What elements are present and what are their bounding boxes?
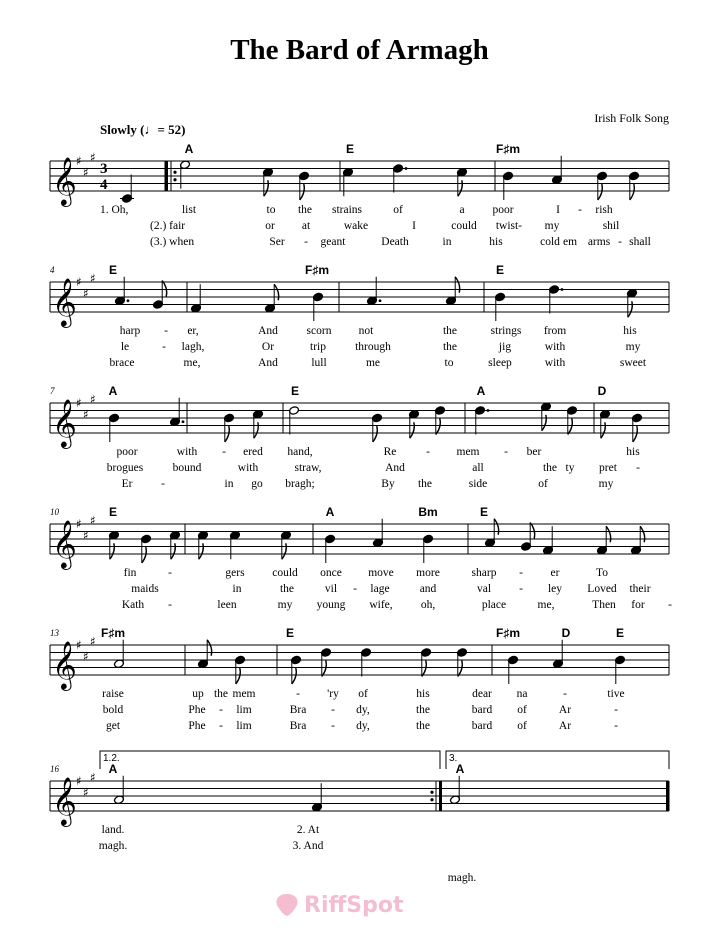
final-bar-line (666, 781, 669, 811)
first-ending-bracket (100, 751, 440, 769)
treble-clef-icon: 𝄞 (52, 277, 77, 326)
lyric-syllable: em (562, 236, 578, 248)
key-sharp-icon: ♯ (83, 165, 89, 180)
lyric-syllable: with (544, 357, 566, 369)
lyric-syllable: his (626, 446, 640, 458)
key-sharp-icon: ♯ (76, 517, 82, 531)
lyric-syllable: cold (540, 236, 560, 248)
repeat-dot (430, 791, 433, 794)
logo-text: RiffSpot (304, 892, 404, 918)
lyric-syllable: vil (324, 583, 338, 595)
lyric-syllable: side (468, 478, 488, 490)
lyric-syllable: ber (526, 446, 542, 458)
lyric-syllable: 'ry (327, 688, 339, 700)
chord-symbol: E (495, 263, 505, 277)
lyric-syllable: my (625, 341, 641, 353)
lyric-syllable: the (297, 204, 313, 216)
lyric-syllable: wife, (369, 599, 393, 611)
lyric-syllable: sleep (488, 357, 512, 369)
lyric-syllable: poor (116, 446, 138, 458)
lyric-syllable: once (320, 567, 342, 579)
lyric-syllable: dy, (356, 720, 370, 732)
key-sharp-icon: ♯ (90, 770, 96, 785)
lyric-syllable: Phe (188, 720, 206, 732)
lyric-syllable: er (550, 567, 560, 579)
chord-symbol: E (615, 626, 625, 640)
treble-clef-icon: 𝄞 (52, 640, 77, 689)
lyric-syllable: Bra (289, 720, 307, 732)
lyric-syllable: for (631, 599, 645, 611)
lyric-syllable: - (518, 220, 522, 232)
measure-number: 13 (50, 628, 59, 638)
lyric-syllable: I (412, 220, 416, 232)
key-sharp-icon: ♯ (83, 528, 89, 543)
lyric-syllable: sharp (471, 567, 497, 579)
lyric-syllable: harp (119, 325, 141, 337)
lyric-syllable: get (105, 720, 121, 732)
lyric-syllable: - (331, 720, 335, 732)
lyric-syllable: Er (121, 478, 133, 490)
lyric-syllable: of (358, 688, 368, 700)
lyric-syllable: scorn (306, 325, 332, 337)
lyric-syllable: jig (498, 341, 512, 353)
lyric-syllable: list (181, 204, 197, 216)
lyric-syllable: ered (243, 446, 263, 458)
lyric-syllable: - (426, 446, 430, 458)
lyric-syllable: - (636, 462, 640, 474)
lyric-syllable: ley (547, 583, 563, 595)
lyric-syllable: 3. And (292, 840, 324, 852)
key-sharp-icon: ♯ (90, 150, 96, 165)
key-sharp-icon: ♯ (76, 774, 82, 788)
lyric-syllable: - (164, 325, 168, 337)
lyric-syllable: - (161, 478, 165, 490)
lyric-syllable: could (272, 567, 298, 579)
lyric-syllable: - (578, 204, 582, 216)
key-sharp-icon: ♯ (76, 396, 82, 410)
tempo-bpm: = 52 (157, 122, 182, 137)
lyric-syllable: - (168, 567, 172, 579)
lyric-syllable: - (296, 688, 300, 700)
treble-clef-icon: 𝄞 (52, 398, 77, 447)
lyric-syllable: - (668, 599, 672, 611)
lyric-syllable: lull (311, 357, 327, 369)
lyric-syllable: to (266, 204, 276, 216)
lyric-syllable: magh. (98, 840, 128, 852)
lyric-syllable: bold (102, 704, 124, 716)
lyric-syllable: le (120, 341, 130, 353)
chord-symbol: D (561, 626, 571, 640)
lyric-syllable: with (237, 462, 259, 474)
lyric-syllable: rish (595, 204, 613, 216)
lyric-syllable: 2. At (296, 824, 320, 836)
lyric-syllable: Re (383, 446, 397, 458)
lyric-syllable: Then (592, 599, 616, 611)
lyric-syllable: me (365, 357, 381, 369)
key-sharp-icon: ♯ (76, 275, 82, 289)
lyric-syllable: hand, (287, 446, 313, 458)
lyric-syllable: with (544, 341, 566, 353)
lyric-syllable: all (472, 462, 484, 474)
lyric-syllable: And (258, 357, 278, 369)
lyric-syllable: the (542, 462, 558, 474)
lyric-syllable: And (385, 462, 405, 474)
lyric-syllable: his (623, 325, 637, 337)
lyric-syllable: young (316, 599, 346, 611)
treble-clef-icon: 𝄞 (52, 776, 77, 825)
riffspot-logo (274, 892, 404, 918)
measure-number: 10 (50, 507, 59, 517)
repeat-end-bar (439, 781, 442, 811)
chord-symbol: F♯m (496, 626, 520, 640)
lyric-syllable: Or (261, 341, 275, 353)
lyric-syllable: of (517, 704, 527, 716)
lyric-syllable: magh. (447, 872, 477, 884)
lyric-syllable: - (222, 446, 226, 458)
key-sharp-icon: ♯ (90, 513, 96, 528)
lyric-syllable: Phe (188, 704, 206, 716)
lyric-syllable: at (301, 220, 311, 232)
lyric-syllable: geant (320, 236, 346, 248)
chord-symbol: E (108, 263, 118, 277)
lyric-syllable: bound (172, 462, 202, 474)
lyric-syllable: lagh, (181, 341, 205, 353)
lyric-syllable: the (442, 341, 458, 353)
lyric-syllable: brogues (106, 462, 144, 474)
chord-symbol: A (325, 505, 335, 519)
lyric-syllable: Loved (587, 583, 617, 595)
chord-symbol: E (108, 505, 118, 519)
lyric-syllable: the (417, 478, 433, 490)
key-sharp-icon: ♯ (83, 407, 89, 422)
measure-number: 16 (50, 764, 59, 774)
chord-symbol: E (290, 384, 300, 398)
lyric-syllable: mem (232, 688, 256, 700)
lyric-syllable: Kath (121, 599, 145, 611)
lyric-syllable: my (598, 478, 614, 490)
lyric-syllable: mem (456, 446, 480, 458)
lyric-syllable: his (416, 688, 430, 700)
chord-symbol: A (476, 384, 486, 398)
lyric-syllable: in (232, 583, 242, 595)
lyric-syllable: - (618, 236, 622, 248)
lyric-syllable: oh, (420, 599, 436, 611)
chord-symbol: E (345, 142, 355, 156)
verse-label: 1. Oh, (100, 204, 129, 216)
lyric-syllable: or (265, 220, 275, 232)
lyric-syllable: maids (131, 583, 159, 595)
lyric-syllable: fin (123, 567, 137, 579)
tempo-text: Slowly (100, 122, 137, 137)
chord-symbol: A (108, 384, 118, 398)
lyric-syllable: in (442, 236, 452, 248)
key-sharp-icon: ♯ (90, 634, 96, 649)
lyric-syllable: land. (101, 824, 125, 836)
lyric-syllable: sweet (619, 357, 647, 369)
lyric-syllable: tive (607, 688, 625, 700)
chord-symbol: E (479, 505, 489, 519)
lyric-syllable: of (517, 720, 527, 732)
lyric-syllable: val (476, 583, 492, 595)
lyric-syllable: na (516, 688, 528, 700)
key-sharp-icon: ♯ (83, 286, 89, 301)
song-title: The Bard of Armagh (230, 34, 489, 66)
lyric-syllable: dy, (356, 704, 370, 716)
lyric-syllable: bard (471, 720, 493, 732)
lyric-syllable: their (629, 583, 651, 595)
lyric-syllable: Bra (289, 704, 307, 716)
lyric-syllable: - (219, 720, 223, 732)
tempo-marking: Slowly (♩= 52) (100, 122, 186, 137)
lyric-syllable: By (381, 478, 395, 490)
first-ending-label: 1.2. (103, 753, 120, 764)
time-signature-bottom: 4 (100, 177, 108, 193)
chord-symbol: A (108, 762, 118, 776)
lyric-syllable: - (563, 688, 567, 700)
chord-symbol: A (184, 142, 194, 156)
lyric-syllable: - (353, 583, 357, 595)
lyric-syllable: poor (492, 204, 514, 216)
measure-number: 4 (50, 265, 55, 275)
chord-symbol: A (455, 762, 465, 776)
lyric-syllable: - (304, 236, 308, 248)
lyric-syllable: go (251, 478, 263, 490)
second-ending-bracket (446, 751, 669, 769)
lyric-syllable: - (519, 583, 523, 595)
lyric-syllable: the (213, 688, 229, 700)
lyric-syllable: with (176, 446, 198, 458)
lyric-syllable: leen (217, 599, 237, 611)
lyric-syllable: my (544, 220, 560, 232)
lyric-syllable: the (415, 720, 431, 732)
lyric-syllable: - (614, 720, 618, 732)
lyric-syllable: bragh; (285, 478, 315, 490)
lyric-syllable: Death (381, 236, 409, 248)
verse-label: (3.) when (150, 236, 195, 248)
lyric-syllable: er, (187, 325, 199, 337)
lyric-syllable: To (596, 567, 608, 579)
lyric-syllable: - (219, 704, 223, 716)
lyric-syllable: I (556, 204, 560, 216)
lyric-syllable: strings (490, 325, 522, 337)
chord-symbol: F♯m (496, 142, 520, 156)
chord-symbol: F♯m (305, 263, 329, 277)
lyric-syllable: in (224, 478, 234, 490)
lyric-syllable: strains (331, 204, 363, 216)
lyric-syllable: up (192, 688, 204, 700)
lyric-syllable: Ar (558, 704, 572, 716)
lyric-syllable: more (416, 567, 440, 579)
lyric-syllable: - (168, 599, 172, 611)
lyric-syllable: brace (109, 357, 135, 369)
lyric-syllable: - (162, 341, 166, 353)
lyric-syllable: And (258, 325, 278, 337)
lyric-syllable: - (519, 567, 523, 579)
lyric-syllable: Ser (269, 236, 285, 248)
lyric-syllable: trip (310, 341, 326, 353)
lyric-syllable: - (331, 704, 335, 716)
lyric-syllable: from (543, 325, 567, 337)
lyric-syllable: lim (236, 704, 252, 716)
lyric-syllable: his (489, 236, 503, 248)
treble-clef-icon: 𝄞 (52, 156, 77, 205)
lyric-syllable: wake (343, 220, 369, 232)
key-sharp-icon: ♯ (90, 271, 96, 286)
chord-symbol: F♯m (101, 626, 125, 640)
lyric-syllable: the (415, 704, 431, 716)
lyric-syllable: shall (629, 236, 651, 248)
second-ending-label: 3. (449, 753, 458, 764)
lyric-syllable: twist (495, 220, 519, 232)
lyric-syllable: and (419, 583, 437, 595)
lyric-syllable: not (358, 325, 374, 337)
lyric-syllable: through (355, 341, 391, 353)
lyric-syllable: a (459, 204, 465, 216)
lyric-syllable: Ar (558, 720, 572, 732)
key-sharp-icon: ♯ (76, 638, 82, 652)
lyric-syllable: pret (599, 462, 617, 474)
key-sharp-icon: ♯ (90, 392, 96, 407)
verse-label: (2.) fair (150, 220, 186, 232)
lyric-syllable: ty (565, 462, 575, 474)
lyric-syllable: of (393, 204, 403, 216)
lyric-syllable: - (614, 704, 618, 716)
lyric-syllable: lim (236, 720, 252, 732)
lyric-syllable: me, (537, 599, 555, 611)
lyric-syllable: of (538, 478, 548, 490)
chord-symbol: Bm (418, 505, 438, 519)
treble-clef-icon: 𝄞 (52, 519, 77, 568)
key-sharp-icon: ♯ (83, 649, 89, 664)
lyric-syllable: the (279, 583, 295, 595)
chord-symbol: D (597, 384, 607, 398)
quarter-note-icon: ♩ (144, 122, 158, 137)
time-signature-top: 3 (100, 161, 108, 177)
repeat-dot (430, 798, 433, 801)
lyric-syllable: dear (472, 688, 492, 700)
lyric-syllable: arms (587, 236, 611, 248)
lyric-syllable: the (442, 325, 458, 337)
lyric-syllable: my (277, 599, 293, 611)
lyric-syllable: move (368, 567, 394, 579)
guitar-pick-icon (274, 892, 300, 918)
lyric-syllable: me, (183, 357, 201, 369)
lyric-syllable: raise (102, 688, 124, 700)
lyric-syllable: could (451, 220, 477, 232)
measure-number: 7 (50, 386, 55, 396)
lyric-syllable: - (504, 446, 508, 458)
composer-credit: Irish Folk Song (594, 111, 669, 125)
lyric-syllable: bard (471, 704, 493, 716)
chord-symbol: E (285, 626, 295, 640)
lyric-syllable: to (444, 357, 454, 369)
key-sharp-icon: ♯ (83, 785, 89, 800)
lyric-syllable: shil (602, 220, 620, 232)
lyric-syllable: lage (370, 583, 390, 595)
lyric-syllable: gers (225, 567, 245, 579)
lyric-syllable: straw, (294, 462, 322, 474)
key-sharp-icon: ♯ (76, 154, 82, 168)
lyric-syllable: place (481, 599, 507, 611)
